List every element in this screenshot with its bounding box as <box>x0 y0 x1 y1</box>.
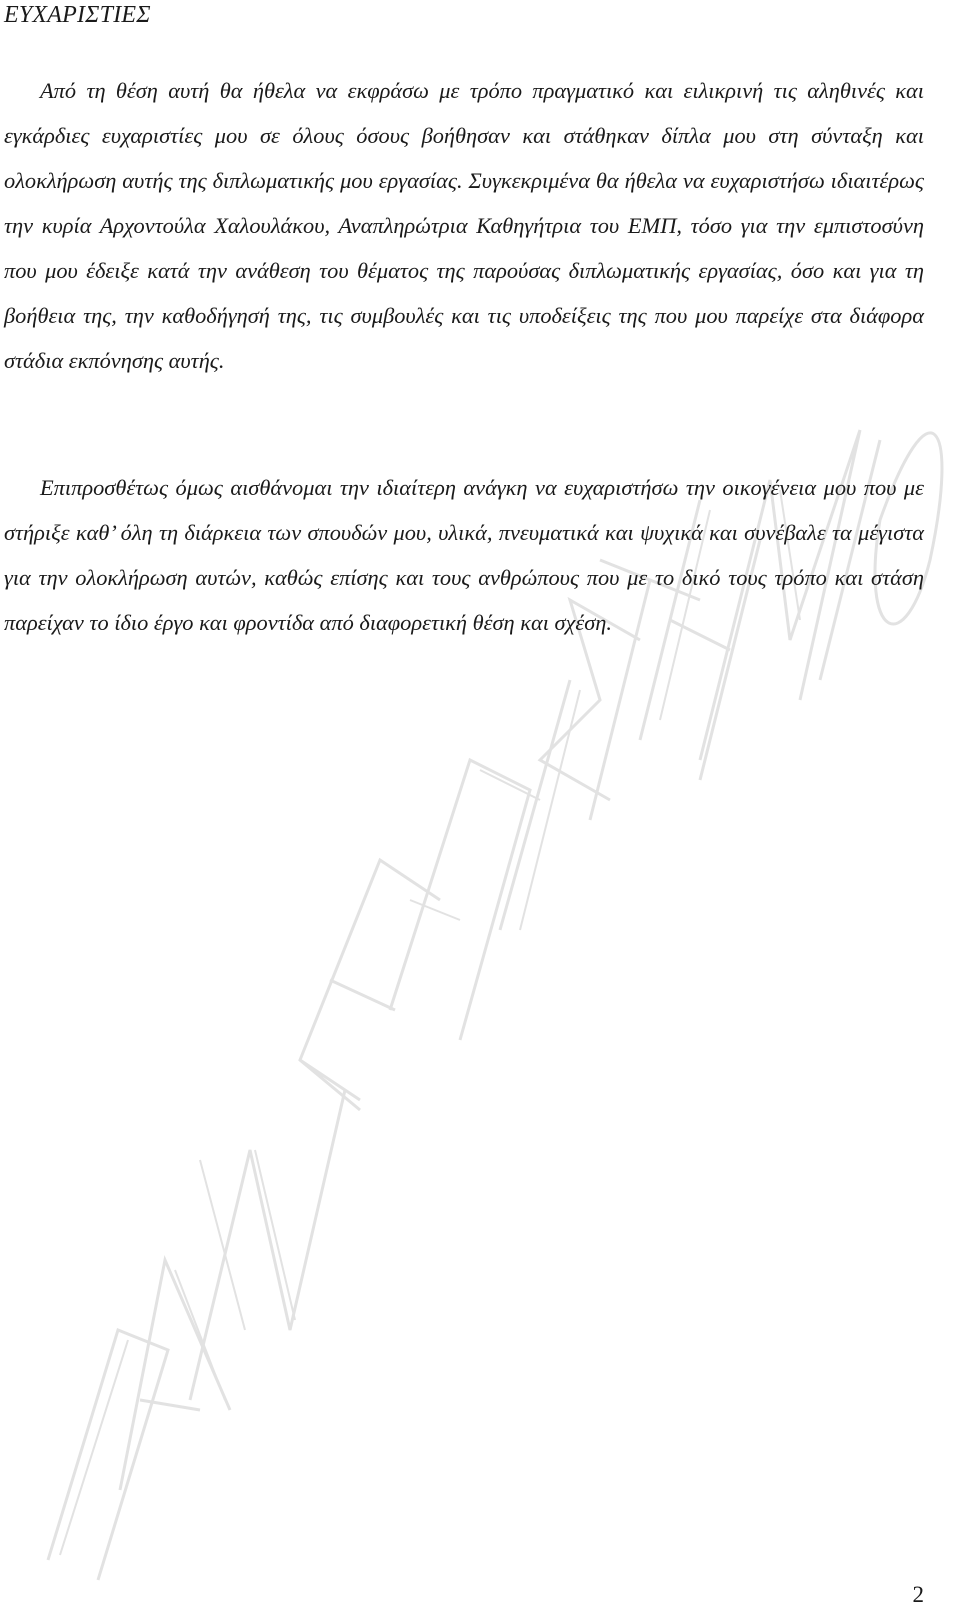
acknowledgement-paragraph-2: Επιπροσθέτως όμως αισθάνομαι την ιδιαίτερη ανάγκη να ευχαριστήσω την οικογένεια μου που με στήριξε καθ’ όλη τη διάρκεια των σπουδών μου, υλικά, πνευματικά και ψυχικά και συνέβαλε τα μέγιστα για την ολοκλήρωση αυτών, καθώς επίσης και τους ανθρώπους που με το δικό τους τρόπο και στάση παρείχαν το ίδιο έργο και φροντίδα από διαφορετική θέση και σχέση. <box>4 475 924 635</box>
acknowledgement-paragraph-1: Από τη θέση αυτή θα ήθελα να εκφράσω με τρόπο πραγματικό και ειλικρινή τις αληθινές και εγκάρδιες ευχαριστίες μου σε όλους όσους βοήθησαν και στάθηκαν δίπλα μου στη σύνταξη και ολοκλήρωση αυτής της διπλωματικής μου εργασίας. Συγκεκριμένα θα ήθελα να ευχαριστήσω ιδιαιτέρως την κυρία Αρχοντούλα Χαλουλάκου, Αναπληρώτρια Καθηγήτρια του ΕΜΠ, τόσο για την εμπιστοσύνη που μου έδειξε κατά την ανάθεση του θέματος της παρούσας διπλωματικής εργασίας, όσο και για τη βοήθεια της, την καθοδήγησή της, τις συμβουλές και τις υποδείξεις της που μου παρείχε στα διάφορα στάδια εκπόνησης αυτής. <box>4 78 924 373</box>
page-title: ΕΥΧΑΡΙΣΤΙΕΣ <box>4 2 151 28</box>
page-number: 2 <box>912 1582 924 1607</box>
